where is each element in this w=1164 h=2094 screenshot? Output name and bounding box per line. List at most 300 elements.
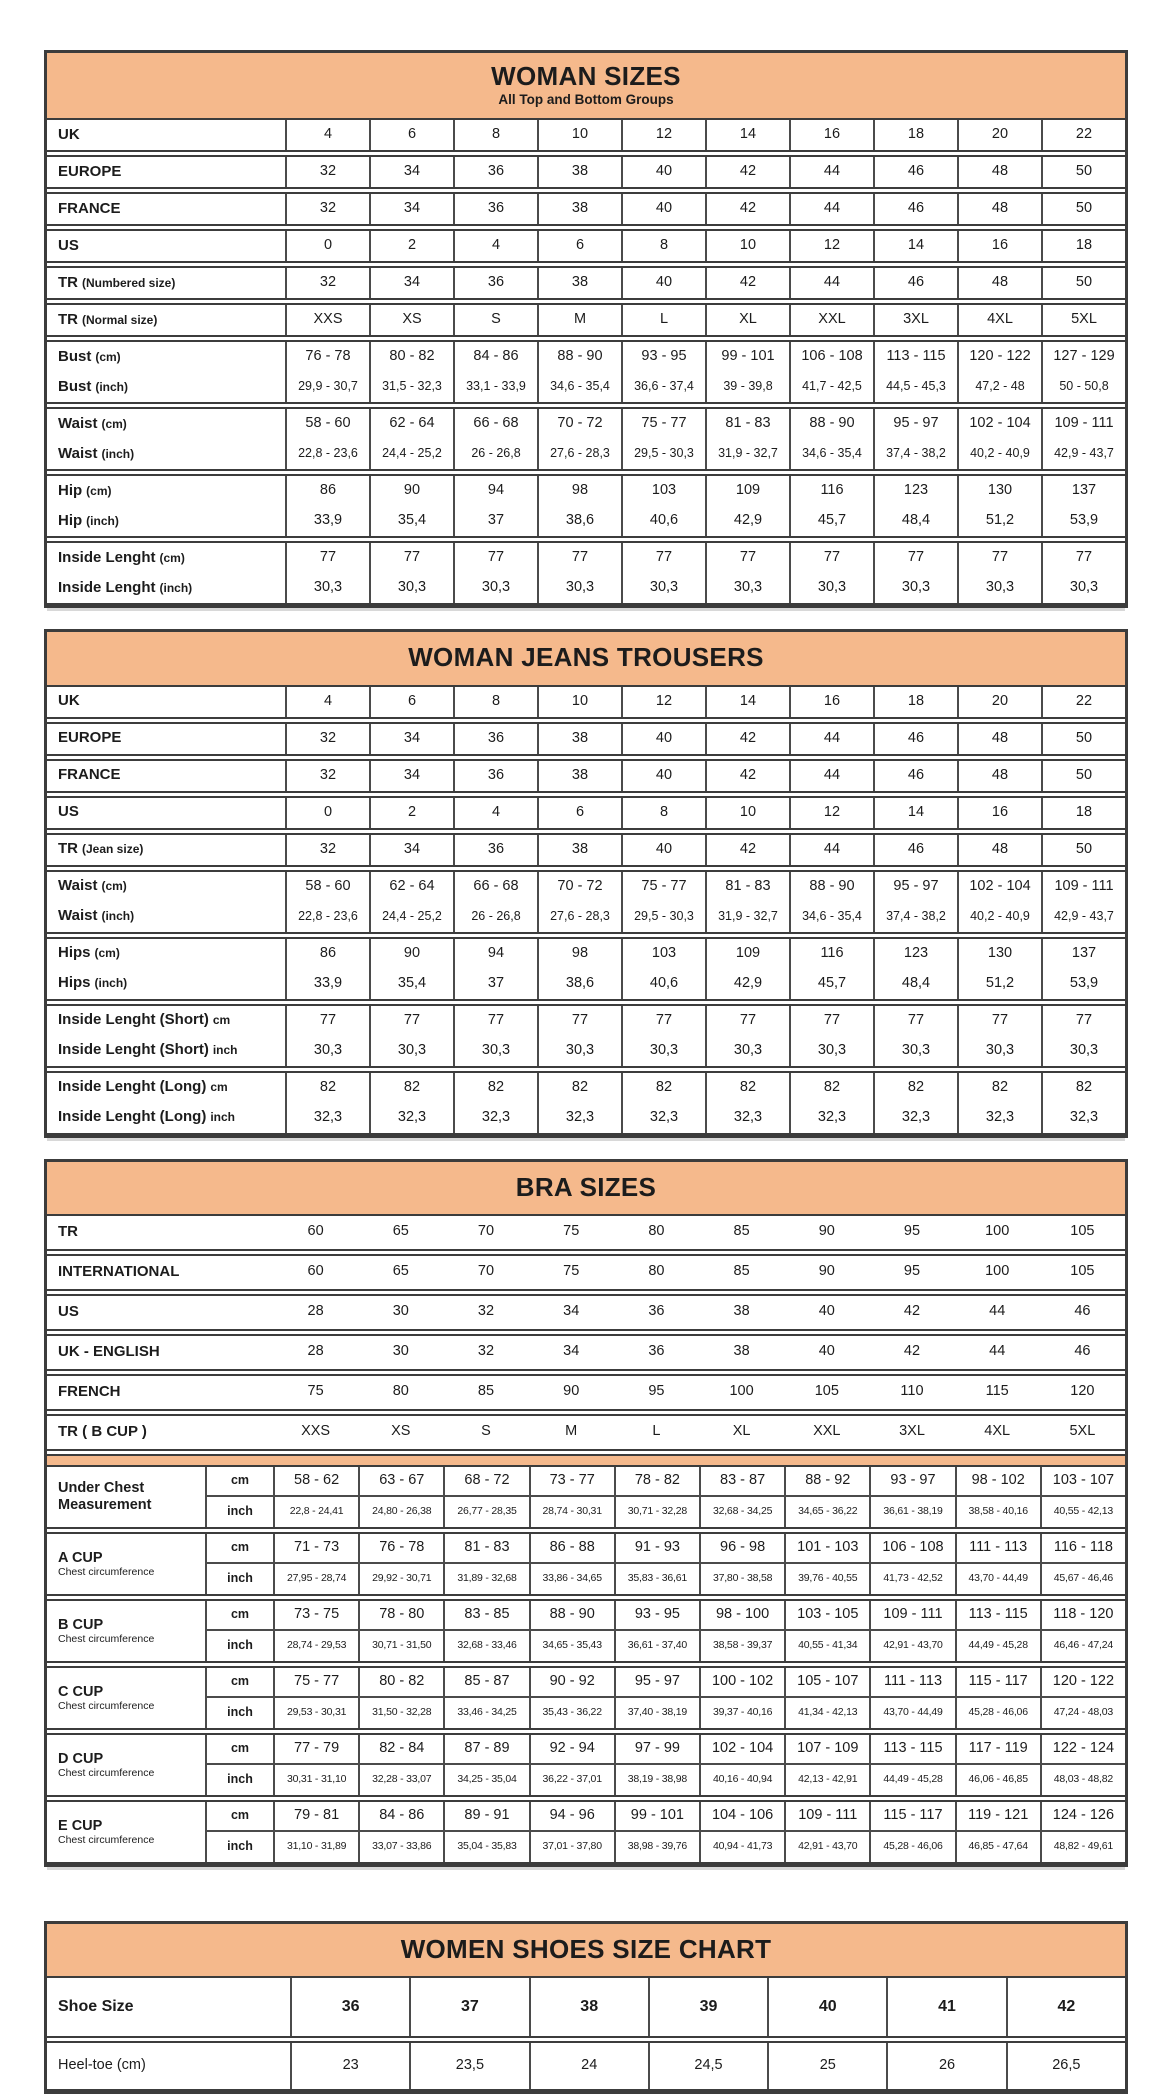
row-label <box>47 1296 273 1329</box>
size-cell: 48,82 - 49,61 <box>1040 1832 1125 1862</box>
row-label-text: TR <box>58 274 78 292</box>
size-cell: 37,80 - 38,58 <box>699 1564 784 1594</box>
row-label-text: Inside Lenght (Short) <box>58 1041 209 1059</box>
row-label-sub: (inch) <box>95 379 129 394</box>
size-cell: 37,4 - 38,2 <box>873 902 957 932</box>
size-cell: 4 <box>453 231 537 261</box>
size-cell: 36,6 - 37,4 <box>621 372 705 402</box>
size-cell: 12 <box>789 231 873 261</box>
size-cell: 106 - 108 <box>789 342 873 372</box>
size-cell: 30,71 - 32,28 <box>614 1497 699 1527</box>
size-cell: 93 - 95 <box>621 342 705 372</box>
size-cell: XXL <box>789 305 873 335</box>
size-cell: 2 <box>369 798 453 828</box>
cup-sub: Chest circumference <box>58 1767 155 1780</box>
size-cell: 106 - 108 <box>869 1534 954 1564</box>
row-label <box>47 1978 290 2036</box>
row-label <box>47 1256 273 1289</box>
size-cell: 90 <box>818 1263 835 1280</box>
unit-label: inch <box>205 1832 273 1862</box>
size-cell: 44 <box>789 761 873 791</box>
size-cell: 40 <box>621 835 705 865</box>
size-cell: 109 - 111 <box>784 1802 869 1832</box>
size-cell: 48,4 <box>873 969 957 999</box>
size-cell: 40,94 - 41,73 <box>699 1832 784 1862</box>
size-cell: 31,5 - 32,3 <box>369 372 453 402</box>
size-cell: 34,25 - 35,04 <box>443 1765 528 1795</box>
size-cell: 42 <box>705 157 789 187</box>
size-cell: 30,3 <box>369 573 453 603</box>
size-cell: 120 - 122 <box>957 342 1041 372</box>
row-label-sub: (cm) <box>95 349 121 364</box>
size-cell: 77 <box>621 1006 705 1036</box>
size-cell: 58 - 60 <box>285 409 369 439</box>
size-cell: 40 <box>621 268 705 298</box>
size-cell: 119 - 121 <box>955 1802 1040 1832</box>
size-cell: 27,95 - 28,74 <box>273 1564 358 1594</box>
size-cell: 137 <box>1041 939 1125 969</box>
row-label-sub: (inch) <box>94 976 128 990</box>
woman-sizes-title: WOMAN SIZES <box>491 61 681 91</box>
row-label-text: UK - ENGLISH <box>58 1343 160 1361</box>
size-cell: 137 <box>1041 476 1125 506</box>
cup-group <box>47 1467 1125 1529</box>
size-cell: 70 <box>477 1223 495 1240</box>
size-cell: 40,6 <box>621 506 705 536</box>
size-cell: 24,5 <box>648 2043 767 2089</box>
size-cell: 14 <box>705 120 789 150</box>
size-cell: XXS <box>301 1423 331 1440</box>
size-cell: 86 <box>285 476 369 506</box>
size-cell: 113 - 115 <box>873 342 957 372</box>
size-cell: 93 - 97 <box>869 1467 954 1497</box>
size-cell: 34 <box>369 268 453 298</box>
size-cell: 33,07 - 33,86 <box>358 1832 443 1862</box>
size-cell: 22,8 - 24,41 <box>273 1497 358 1527</box>
size-cell: 12 <box>621 120 705 150</box>
size-cell: 42 <box>1006 1978 1125 2036</box>
row-group <box>47 340 1125 404</box>
size-cell: 31,89 - 32,68 <box>443 1564 528 1594</box>
size-cell: 30,3 <box>285 1036 369 1066</box>
size-cell: 90 <box>369 476 453 506</box>
size-cell: 46,46 - 47,24 <box>1040 1631 1125 1661</box>
row-group <box>47 2041 1125 2091</box>
size-cell: 77 <box>789 1006 873 1036</box>
size-cell: 45,28 - 46,06 <box>869 1832 954 1862</box>
size-cell: 30,3 <box>873 1036 957 1066</box>
size-cell: 77 <box>1041 543 1125 573</box>
size-cell: 46 <box>873 194 957 224</box>
size-cell: XXS <box>285 305 369 335</box>
size-cell: 10 <box>537 120 621 150</box>
row-label <box>47 1216 273 1249</box>
size-cell: 36 <box>453 761 537 791</box>
size-cell: 5XL <box>1069 1423 1096 1440</box>
size-cell: 51,2 <box>957 506 1041 536</box>
size-cell: 30 <box>392 1303 409 1320</box>
size-cell: 8 <box>453 120 537 150</box>
size-cell: 4 <box>453 798 537 828</box>
size-cell: 37 <box>453 506 537 536</box>
size-cell: 123 <box>873 476 957 506</box>
size-cell: 42 <box>705 724 789 754</box>
size-cell: 40 <box>767 1978 886 2036</box>
size-cell: 95 - 97 <box>614 1668 699 1698</box>
row-label <box>47 939 285 969</box>
row-group <box>47 229 1125 263</box>
row-label <box>47 724 285 754</box>
size-cell: 62 - 64 <box>369 872 453 902</box>
row-label-text: Hip <box>58 482 83 500</box>
size-cell: 73 - 75 <box>273 1601 358 1631</box>
size-cell: 42,91 - 43,70 <box>784 1832 869 1862</box>
cup-label <box>47 1735 205 1795</box>
size-cell: 83 - 85 <box>443 1601 528 1631</box>
row-label <box>47 1376 273 1409</box>
size-cell: 30,3 <box>873 573 957 603</box>
size-cell: 83 - 87 <box>699 1467 784 1497</box>
size-cell: 37 <box>409 1978 528 2036</box>
size-cell: 30,3 <box>705 1036 789 1066</box>
size-cell: 76 - 78 <box>358 1534 443 1564</box>
size-cell: 77 <box>285 543 369 573</box>
size-cell: 86 <box>285 939 369 969</box>
row-label-text: Waist <box>58 445 98 463</box>
size-cell: 30,3 <box>705 573 789 603</box>
size-cell: M <box>537 305 621 335</box>
size-cell: 30,3 <box>537 1036 621 1066</box>
size-cell: 45,7 <box>789 506 873 536</box>
size-cell: 77 <box>957 1006 1041 1036</box>
size-cell: 91 - 93 <box>614 1534 699 1564</box>
size-cell: 85 <box>477 1383 495 1400</box>
row-group <box>47 120 1125 152</box>
cup-group <box>47 1733 1125 1797</box>
shoes-size-table <box>44 1921 1128 2094</box>
size-cell: 30,3 <box>621 573 705 603</box>
cup-name: C CUP <box>58 1683 104 1700</box>
size-cell: 116 <box>789 476 873 506</box>
row-group <box>47 1374 1125 1411</box>
size-cell: 38 <box>733 1303 750 1320</box>
size-cell: 33,86 - 34,65 <box>529 1564 614 1594</box>
row-group <box>47 541 1125 605</box>
size-cell: 0 <box>285 231 369 261</box>
row-group <box>47 1334 1125 1371</box>
row-label-text: FRENCH <box>58 1383 121 1401</box>
size-cell: 81 - 83 <box>705 409 789 439</box>
row-label-sub: cm <box>212 1013 231 1027</box>
size-cell: 12 <box>789 798 873 828</box>
size-cell: S <box>481 1423 491 1440</box>
row-label <box>47 268 285 298</box>
size-cell: 38 <box>529 1978 648 2036</box>
size-cell: 35,43 - 36,22 <box>529 1698 614 1728</box>
row-label-text: FRANCE <box>58 766 121 784</box>
row-label-text: TR <box>58 1223 78 1241</box>
row-label <box>47 506 285 536</box>
size-cell: 32 <box>285 268 369 298</box>
size-cell: 26,77 - 28,35 <box>443 1497 528 1527</box>
unit-label: cm <box>205 1668 273 1698</box>
size-cell: 32 <box>285 835 369 865</box>
size-cell: 105 <box>1070 1223 1095 1240</box>
size-cell: 81 - 83 <box>705 872 789 902</box>
row-group <box>47 303 1125 337</box>
size-cell: 47,2 - 48 <box>957 372 1041 402</box>
size-cell: 103 <box>621 939 705 969</box>
size-cell: 30,3 <box>789 1036 873 1066</box>
size-cell: 35,4 <box>369 506 453 536</box>
size-cell: 88 - 90 <box>789 872 873 902</box>
size-cell: XS <box>391 1423 411 1440</box>
size-cell: 120 - 122 <box>1040 1668 1125 1698</box>
size-cell: 75 <box>307 1383 324 1400</box>
size-cell: 44 <box>789 724 873 754</box>
size-cell: 109 - 111 <box>1041 872 1125 902</box>
size-cell: 24,4 - 25,2 <box>369 902 453 932</box>
size-cell: 116 <box>789 939 873 969</box>
size-cell: 38 <box>537 761 621 791</box>
cup-name: A CUP <box>58 1549 103 1566</box>
bra-sizes-table <box>44 1159 1128 1867</box>
size-cell: 33,9 <box>285 506 369 536</box>
size-cell: 38 <box>537 835 621 865</box>
size-cell: 44,49 - 45,28 <box>869 1765 954 1795</box>
row-label-text: Inside Lenght (Long) <box>58 1078 207 1096</box>
size-cell: 102 - 104 <box>957 409 1041 439</box>
size-cell: 78 - 82 <box>614 1467 699 1497</box>
size-cell: 50 <box>1041 194 1125 224</box>
size-cell: 32,3 <box>537 1103 621 1133</box>
size-cell: 63 - 67 <box>358 1467 443 1497</box>
size-cell: 44 <box>789 835 873 865</box>
size-cell: M <box>565 1423 578 1440</box>
size-cell: 93 - 95 <box>614 1601 699 1631</box>
size-cell: 40,2 - 40,9 <box>957 902 1041 932</box>
size-cell: 6 <box>537 798 621 828</box>
size-cell: 30,3 <box>369 1036 453 1066</box>
size-cell: 42 <box>705 268 789 298</box>
cup-label <box>47 1601 205 1661</box>
size-cell: 88 - 92 <box>784 1467 869 1497</box>
size-cell: 14 <box>873 231 957 261</box>
size-cell: 103 - 107 <box>1040 1467 1125 1497</box>
size-cell: 75 <box>563 1223 580 1240</box>
size-cell: 29,92 - 30,71 <box>358 1564 443 1594</box>
size-cell: 42,9 <box>705 969 789 999</box>
unit-label: cm <box>205 1601 273 1631</box>
size-cell: 115 - 117 <box>869 1802 954 1832</box>
size-cell: 45,28 - 46,06 <box>955 1698 1040 1728</box>
row-label-sub: (cm) <box>101 879 127 893</box>
size-cell: 20 <box>957 687 1041 717</box>
size-cell: 115 <box>985 1383 1009 1400</box>
size-cell: 38 <box>537 268 621 298</box>
row-label-text: TR ( B CUP ) <box>58 1423 147 1441</box>
size-cell: 14 <box>873 798 957 828</box>
size-cell: 123 <box>873 939 957 969</box>
row-label <box>47 342 285 372</box>
row-label <box>47 305 285 335</box>
size-cell: 42 <box>903 1343 921 1360</box>
size-cell: 42,13 - 42,91 <box>784 1765 869 1795</box>
size-cell: 77 <box>705 1006 789 1036</box>
row-label-sub: (cm) <box>101 416 127 431</box>
size-cell: 68 - 72 <box>443 1467 528 1497</box>
size-cell: 84 - 86 <box>358 1802 443 1832</box>
row-label <box>47 543 285 573</box>
size-cell: 82 <box>537 1073 621 1103</box>
size-cell: 40 <box>621 157 705 187</box>
row-label <box>47 1006 285 1036</box>
size-cell: 36,61 - 37,40 <box>614 1631 699 1661</box>
size-cell: 35,83 - 36,61 <box>614 1564 699 1594</box>
size-cell: 107 - 109 <box>784 1735 869 1765</box>
size-cell: 37,01 - 37,80 <box>529 1832 614 1862</box>
size-cell: 28,74 - 30,31 <box>529 1497 614 1527</box>
size-cell: 32 <box>285 194 369 224</box>
cup-group <box>47 1666 1125 1730</box>
size-cell: 10 <box>705 231 789 261</box>
row-label-text: EUROPE <box>58 163 122 181</box>
size-cell: 48,03 - 48,82 <box>1040 1765 1125 1795</box>
cup-label <box>47 1668 205 1728</box>
row-label <box>47 872 285 902</box>
size-cell: 29,9 - 30,7 <box>285 372 369 402</box>
unit-label: inch <box>205 1631 273 1661</box>
woman-jeans-rows <box>47 687 1125 1135</box>
size-cell: 42 <box>705 835 789 865</box>
row-label-sub: (inch) <box>159 580 193 595</box>
size-cell: 45,67 - 46,46 <box>1040 1564 1125 1594</box>
cup-name: D CUP <box>58 1750 104 1767</box>
size-cell: 2 <box>369 231 453 261</box>
size-cell: 4 <box>285 687 369 717</box>
size-cell: 60 <box>307 1223 324 1240</box>
size-cell: 22 <box>1041 687 1125 717</box>
row-group <box>47 474 1125 538</box>
cup-name: Under Chest Measurement <box>58 1480 152 1513</box>
row-group <box>47 1414 1125 1451</box>
unit-label: inch <box>205 1765 273 1795</box>
size-cell: 50 - 50,8 <box>1041 372 1125 402</box>
size-cell: 103 <box>621 476 705 506</box>
size-cell: 105 <box>814 1383 839 1400</box>
row-label <box>47 231 285 261</box>
size-cell: 116 - 118 <box>1040 1534 1125 1564</box>
size-cell: 50 <box>1041 835 1125 865</box>
size-cell: 22,8 - 23,6 <box>285 902 369 932</box>
size-cell: 105 - 107 <box>784 1668 869 1698</box>
row-label <box>47 902 285 932</box>
row-group <box>47 192 1125 226</box>
size-cell: 40,55 - 42,13 <box>1040 1497 1125 1527</box>
size-cell: 36 <box>453 268 537 298</box>
size-cell: 32,68 - 34,25 <box>699 1497 784 1527</box>
woman-jeans-header <box>47 632 1125 686</box>
size-cell: 124 - 126 <box>1040 1802 1125 1832</box>
size-cell: 28 <box>307 1303 324 1320</box>
size-cell: 43,70 - 44,49 <box>955 1564 1040 1594</box>
size-cell: 82 <box>453 1073 537 1103</box>
size-cell: 44 <box>789 194 873 224</box>
row-label-sub: (cm) <box>94 946 120 960</box>
size-cell: 102 - 104 <box>699 1735 784 1765</box>
size-cell: 30,3 <box>621 1036 705 1066</box>
size-cell: 44 <box>789 157 873 187</box>
size-cell: 47,24 - 48,03 <box>1040 1698 1125 1728</box>
size-cell: 70 - 72 <box>537 409 621 439</box>
size-cell: 14 <box>705 687 789 717</box>
size-cell: 100 <box>985 1263 1010 1280</box>
size-cell: 38,98 - 39,76 <box>614 1832 699 1862</box>
size-cell: 32,3 <box>705 1103 789 1133</box>
size-cell: 48 <box>957 157 1041 187</box>
row-label <box>47 687 285 717</box>
size-cell: 23,5 <box>409 2043 528 2089</box>
size-cell: 26 - 26,8 <box>453 902 537 932</box>
size-cell: 118 - 120 <box>1040 1601 1125 1631</box>
size-cell: 3XL <box>873 305 957 335</box>
size-cell: 103 - 105 <box>784 1601 869 1631</box>
size-cell: 34,6 - 35,4 <box>537 372 621 402</box>
size-cell: 37,4 - 38,2 <box>873 439 957 469</box>
size-cell: 31,10 - 31,89 <box>273 1832 358 1862</box>
size-cell: 113 - 115 <box>869 1735 954 1765</box>
size-cell: 77 <box>873 543 957 573</box>
size-cell: 66 - 68 <box>453 409 537 439</box>
cup-sub: Chest circumference <box>58 1700 155 1713</box>
size-cell: 82 <box>873 1073 957 1103</box>
size-cell: 86 - 88 <box>529 1534 614 1564</box>
size-cell: 23 <box>290 2043 409 2089</box>
size-cell: 88 - 90 <box>789 409 873 439</box>
size-cell: 34,65 - 36,22 <box>784 1497 869 1527</box>
size-cell: 82 <box>789 1073 873 1103</box>
row-label-sub: inch <box>212 1043 238 1057</box>
row-label-text: Waist <box>58 877 98 895</box>
size-cell: 130 <box>957 939 1041 969</box>
size-cell: 36,61 - 38,19 <box>869 1497 954 1527</box>
size-cell: 26,5 <box>1006 2043 1125 2089</box>
size-cell: 38 <box>537 194 621 224</box>
size-cell: 42 <box>705 194 789 224</box>
bra-conversion-rows <box>47 1216 1125 1451</box>
size-cell: 77 <box>705 543 789 573</box>
bra-sizes-title: BRA SIZES <box>515 1171 657 1202</box>
size-cell: 53,9 <box>1041 969 1125 999</box>
size-cell: 30,3 <box>957 1036 1041 1066</box>
size-cell: 98 <box>537 476 621 506</box>
cup-label <box>47 1534 205 1594</box>
size-cell: 40 <box>818 1303 835 1320</box>
row-label-text: Heel-toe (cm) <box>58 2057 146 2074</box>
size-cell: 109 - 111 <box>1041 409 1125 439</box>
size-cell: 46 <box>873 157 957 187</box>
size-cell: 24,80 - 26,38 <box>358 1497 443 1527</box>
size-cell: 38 <box>537 157 621 187</box>
size-cell: 10 <box>537 687 621 717</box>
size-cell: 30,71 - 31,50 <box>358 1631 443 1661</box>
size-cell: 62 - 64 <box>369 409 453 439</box>
size-cell: 48 <box>957 835 1041 865</box>
size-cell: 40 <box>621 724 705 754</box>
size-cell: 33,46 - 34,25 <box>443 1698 528 1728</box>
row-label-text: UK <box>58 692 80 710</box>
size-cell: 77 <box>1041 1006 1125 1036</box>
